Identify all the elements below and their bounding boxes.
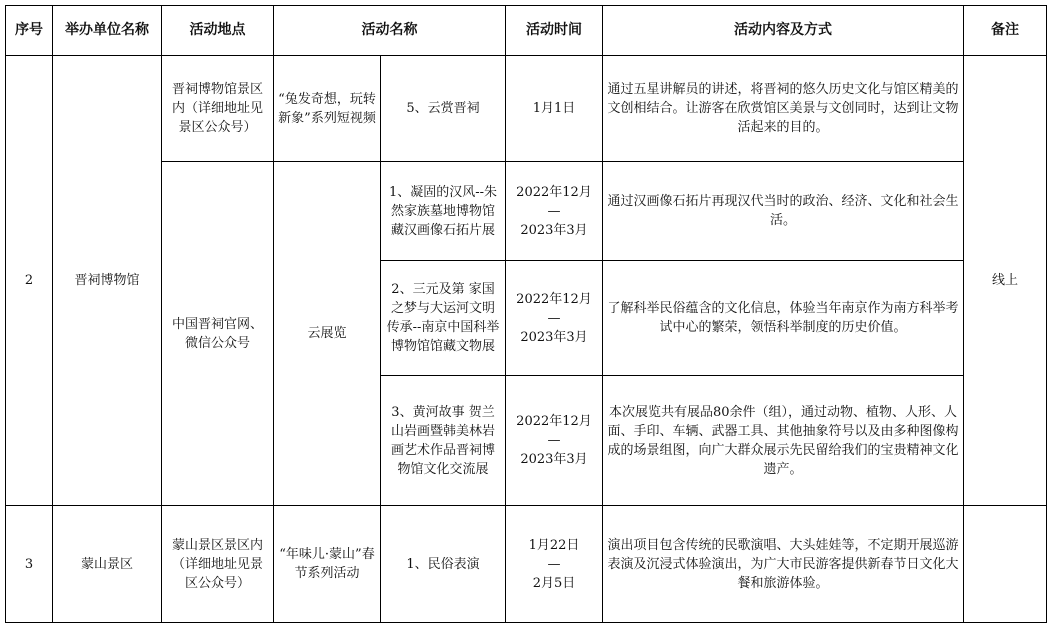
table-row <box>6 56 1047 162</box>
series-cell: 云展览 <box>274 162 381 506</box>
time-separator: — <box>547 556 561 572</box>
header-content: 活动内容及方式 <box>603 6 964 56</box>
activity-cell: 1、民俗表演 <box>381 506 506 623</box>
time-end: 2023年3月 <box>520 452 588 467</box>
content-cell: 通过五星讲解员的讲述，将晋祠的悠久历史文化与馆区精美的文创相结合。让游客在欣赏馆区美景与文创同时，达到让文物活起来的目的。 <box>603 56 964 162</box>
activity-cell: 5、云赏晋祠 <box>381 56 506 162</box>
location-cell: 中国晋祠官网、微信公众号 <box>162 162 274 506</box>
row-number: 3 <box>6 506 53 623</box>
table-row <box>6 162 1047 261</box>
remark-cell: 线上 <box>964 56 1047 506</box>
header-remark: 备注 <box>964 6 1047 56</box>
time-cell <box>506 506 603 623</box>
time-cell <box>506 162 603 261</box>
content-cell: 本次展览共有展品80余件（组），通过动物、植物、人形、人面、手印、车辆、武器工具、其他抽象符号以及由多种图像构成的场景组图，向广大群众展示先民留给我们的宝贵精神文化遗产。 <box>603 376 964 506</box>
time-cell: 1月1日 <box>506 56 603 162</box>
time-start: 2022年12月 <box>516 414 592 429</box>
activity-table <box>5 5 1047 623</box>
time-end: 2023年3月 <box>520 222 588 238</box>
organizer-cell: 晋祠博物馆 <box>53 56 162 506</box>
time-start: 2022年12月 <box>516 184 592 200</box>
time-separator: — <box>547 310 561 326</box>
time-separator: — <box>547 433 561 448</box>
header-activity: 活动名称 <box>274 6 506 56</box>
content-cell: 了解科举民俗蕴含的文化信息，体验当年南京作为南方科举考试中心的繁荣，领悟科举制度的历史价值。 <box>603 261 964 376</box>
header-row <box>6 6 1047 56</box>
header-no: 序号 <box>6 6 53 56</box>
location-cell: 晋祠博物馆景区内（详细地址见景区公众号） <box>162 56 274 162</box>
time-cell <box>506 261 603 376</box>
organizer-cell: 蒙山景区 <box>53 506 162 623</box>
header-time: 活动时间 <box>506 6 603 56</box>
time-end: 2月5日 <box>532 575 576 591</box>
header-location: 活动地点 <box>162 6 274 56</box>
location-cell: 蒙山景区景区内（详细地址见景区公众号） <box>162 506 274 623</box>
time-cell <box>506 376 603 506</box>
header-organizer: 举办单位名称 <box>53 6 162 56</box>
activity-cell: 2、三元及第 家国之梦与大运河文明传承--南京中国科举博物馆馆藏文物展 <box>381 261 506 376</box>
activity-cell: 1、凝固的汉风--朱然家族墓地博物馆藏汉画像石拓片展 <box>381 162 506 261</box>
content-cell: 通过汉画像石拓片再现汉代当时的政治、经济、文化和社会生活。 <box>603 162 964 261</box>
activity-cell: 3、黄河故事 贺兰山岩画暨韩美林岩画艺术作品晋祠博物馆文化交流展 <box>381 376 506 506</box>
series-cell: “兔发奇想，玩转新象”系列短视频 <box>274 56 381 162</box>
row-number: 2 <box>6 56 53 506</box>
time-end: 2023年3月 <box>520 329 588 345</box>
time-start: 1月22日 <box>528 537 580 553</box>
remark-cell <box>964 506 1047 623</box>
table-row <box>6 506 1047 623</box>
content-cell: 演出项目包含传统的民歌演唱、大头娃娃等，不定期开展巡游表演及沉浸式体验演出，为广大市民游客提供新春节日文化大餐和旅游体验。 <box>603 506 964 623</box>
time-separator: — <box>547 203 561 219</box>
series-cell: “年味儿·蒙山”春节系列活动 <box>274 506 381 623</box>
time-start: 2022年12月 <box>516 291 592 307</box>
